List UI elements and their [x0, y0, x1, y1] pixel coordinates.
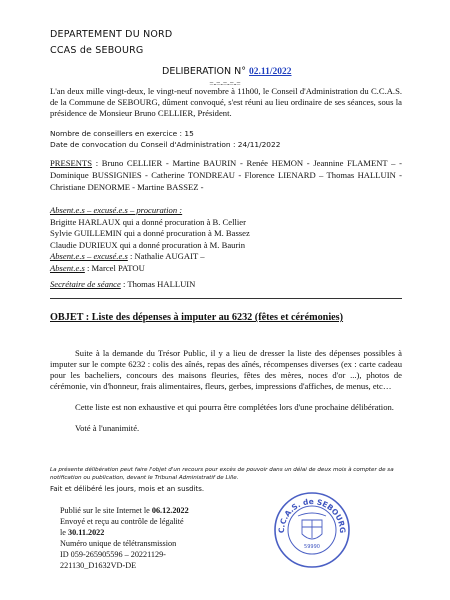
teletransmission-id: ID 059-265905596 – 20221129-	[60, 550, 166, 559]
excuse-line	[50, 251, 402, 263]
absent-text: : Marcel PATOU	[84, 262, 145, 273]
deliberation-label: DELIBERATION N°	[162, 66, 246, 77]
department-header: DEPARTEMENT DU NORD	[50, 29, 173, 40]
vote-paragraph: Voté à l'unanimité.	[75, 423, 140, 433]
svg-text:C.C.A.S. de SEBOURG: C.C.A.S. de SEBOURG	[276, 496, 348, 534]
objet-heading: OBJET : Liste des dépenses à imputer au 6232 (fêtes et cérémonies)	[50, 312, 344, 323]
secretaire-line	[50, 279, 195, 289]
teletransmission-id-cont: 221130_D1632VD-DE	[60, 561, 137, 570]
excuse-label: Absent.e.s – excusé.e.s	[50, 251, 128, 261]
recours-notice: La présente délibération peut faire l'objet d'un recours pour excès de pouvoir dans un délai de deux mois à compter de sa notification ou publication, devant le Tribunal Administratif de Lille.	[50, 467, 394, 481]
secretaire-label: Secrétaire de séance	[50, 279, 121, 289]
absent-label: Absent.e.s	[50, 262, 85, 273]
body-text	[50, 348, 402, 444]
convocation-date: Date de convocation du Conseil d'Administration : 24/11/2022	[50, 140, 281, 149]
publication-block	[60, 505, 250, 571]
legalite-line: Envoyé et reçu au contrôle de légalité	[60, 517, 184, 526]
horizontal-rule	[50, 298, 402, 299]
procuration-item: Claudie DURIEUX qui a donné procuration à M. Baurin	[50, 239, 245, 250]
publication-date: 06.12.2022	[151, 506, 189, 515]
conseillers-count: Nombre de conseillers en exercice : 15	[50, 129, 194, 138]
procuration-item: Sylvie GUILLEMIN qui a donné procuration à M. Bassez	[50, 228, 250, 238]
publication-prefix: Publié sur le site Internet le	[60, 506, 152, 515]
ccas-stamp-seal	[272, 490, 352, 570]
fait-line: Fait et délibéré les jours, mois et an susdits.	[50, 485, 205, 493]
ccas-header: CCAS de SEBOURG	[50, 45, 144, 56]
presents-list: : Bruno CELLIER - Martine BAURIN - Renée HEMON - Jeannine FLAMENT – - Dominique BUSSIGNIES - Catherine TONDREAU - Florence LIENARD – Thomas HALLUIN - Christiane DENORME - Martine BASSEZ -	[50, 158, 402, 192]
presents-section	[50, 157, 402, 193]
legalite-prefix: le	[60, 528, 68, 537]
presents-label: PRESENTS	[50, 158, 93, 168]
deliberation-title	[162, 66, 292, 77]
svg-text:59990: 59990	[304, 544, 320, 550]
procuration-label: Absent.e.s – excusé.e.s – procuration :	[50, 205, 183, 215]
procuration-item: Brigitte HARLAUX qui a donné procuration à B. Cellier	[50, 216, 246, 227]
absent-line	[50, 263, 402, 275]
legalite-date: 30.11.2022	[67, 528, 105, 537]
excuse-text: : Nathalie AUGAIT –	[127, 251, 205, 261]
teletransmission-label: Numéro unique de télétransmission	[60, 539, 177, 548]
legalite-date-line	[60, 527, 250, 538]
deliberation-number-link[interactable]: 02.11/2022	[249, 67, 292, 77]
body-paragraph: Suite à la demande du Trésor Public, il y a lieu de dresser la liste des dépenses possibles à imputer sur le compte 6232 : colis des aînés, repas des aînés, récompenses diverses (ex : carte cadeau pour les bacheliers, concours des maisons fleuries, fêtes des mères, noces d'or ...), photos de cérémonie, vin d'honneur, frais alimentaires, fleurs, gerbes, impressions d'affiches, de menus, etc…	[50, 348, 402, 391]
intro-paragraph: L'an deux mille vingt-deux, le vingt-neuf novembre à 11h00, le Conseil d'Administration du C.C.A.S. de la Commune de SEBOURG, dûment convoqué, s'est réuni au lieu ordinaire de ses séances, sous la présidence de Monsieur Bruno CELLIER, Président.	[50, 86, 402, 118]
absent-section	[50, 205, 402, 274]
body-paragraph: Cette liste est non exhaustive et qui pourra être complétées lors d'une prochaine délibération.	[75, 402, 394, 412]
publication-line	[60, 505, 250, 516]
secretaire-text: : Thomas HALLUIN	[120, 279, 196, 289]
separator: =-=-=-=-=	[209, 79, 241, 88]
